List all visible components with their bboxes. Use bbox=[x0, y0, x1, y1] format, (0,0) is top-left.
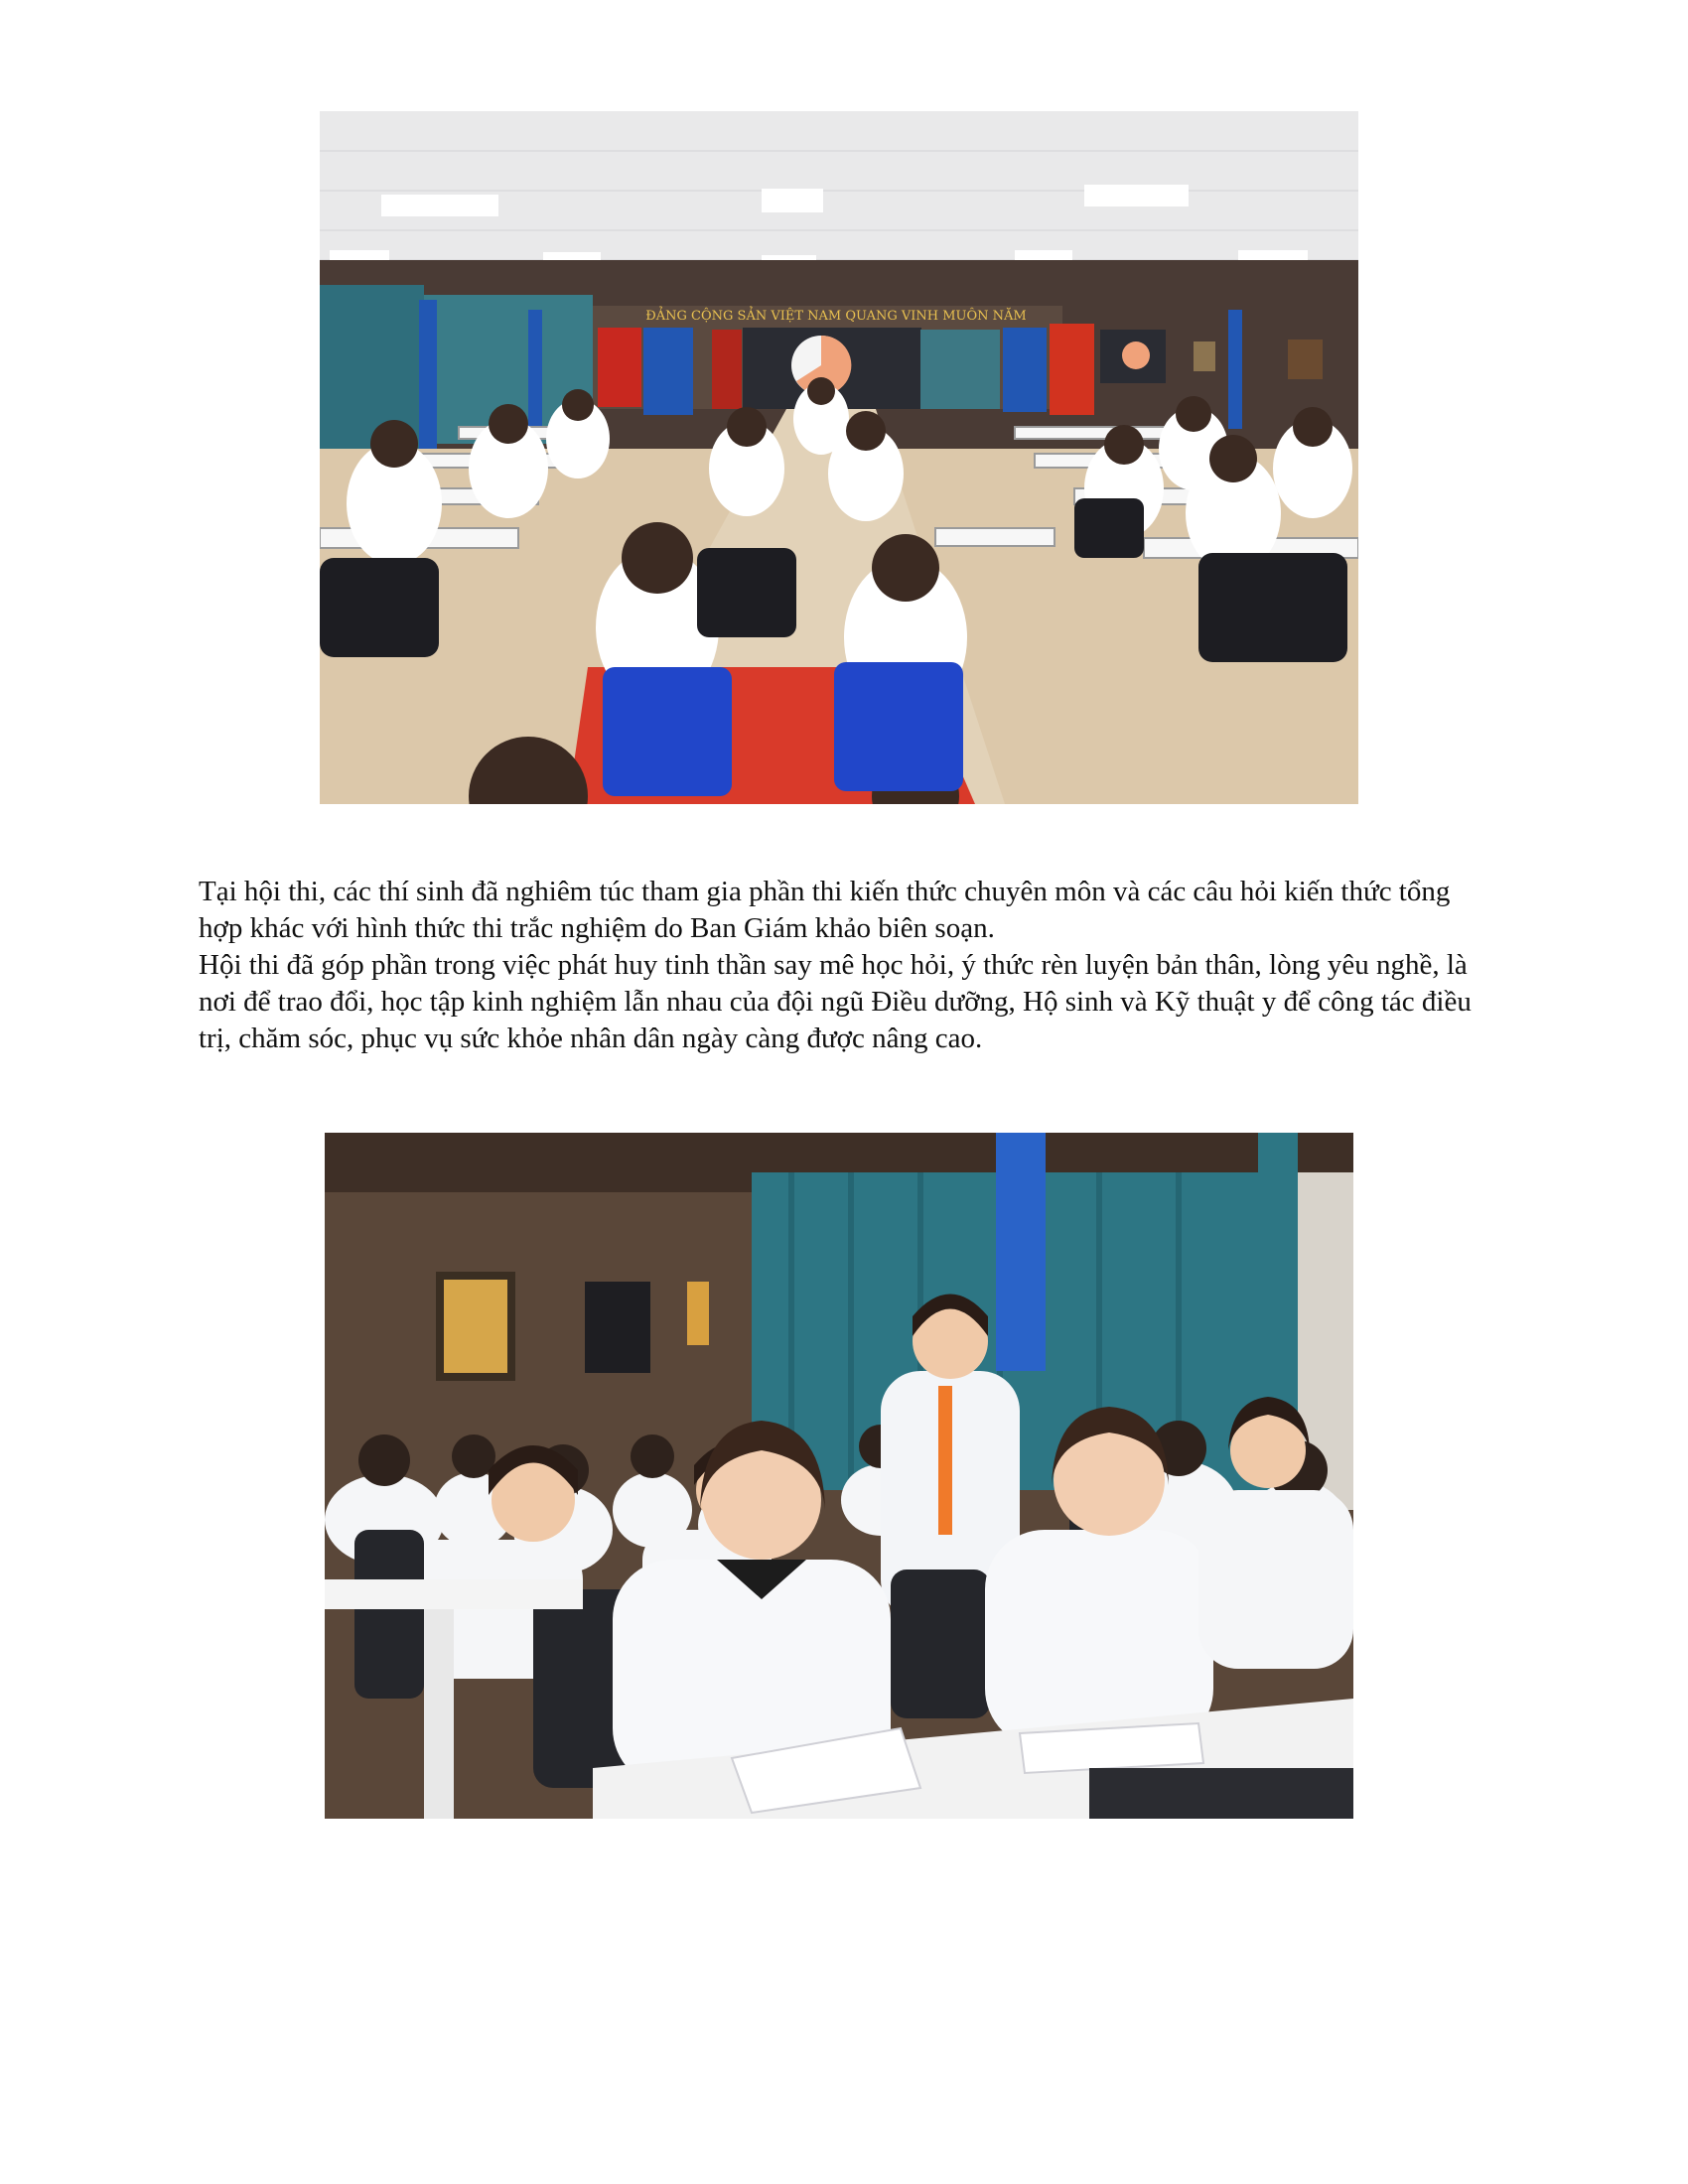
exam-hall-photo bbox=[320, 111, 1358, 804]
paragraph-1: Tại hội thi, các thí sinh đã nghiêm túc tham gia phần thi kiến thức chuyên môn và các câu hỏi kiến thức tổng hợp khác với hình thức thi trắc nghiệm do Ban Giám khảo biên soạn. bbox=[199, 876, 1451, 944]
paragraph-2: Hội thi đã góp phần trong việc phát huy tinh thần say mê học hỏi, ý thức rèn luyện bản thân, lòng yêu nghề, là nơi để trao đổi, học tập kinh nghiệm lẫn nhau của đội ngũ Điều dưỡng, Hộ sinh và Kỹ thuật y để công tác điều trị, chăm sóc, phục vụ sức khỏe nhân dân ngày càng được nâng cao. bbox=[199, 949, 1472, 1054]
nurses-exam-photo bbox=[325, 1133, 1353, 1819]
article-body bbox=[199, 874, 1489, 1057]
back-wall-banner: ĐẢNG CỘNG SẢN VIỆT NAM QUANG VINH MUÔN NĂM bbox=[645, 309, 1027, 324]
